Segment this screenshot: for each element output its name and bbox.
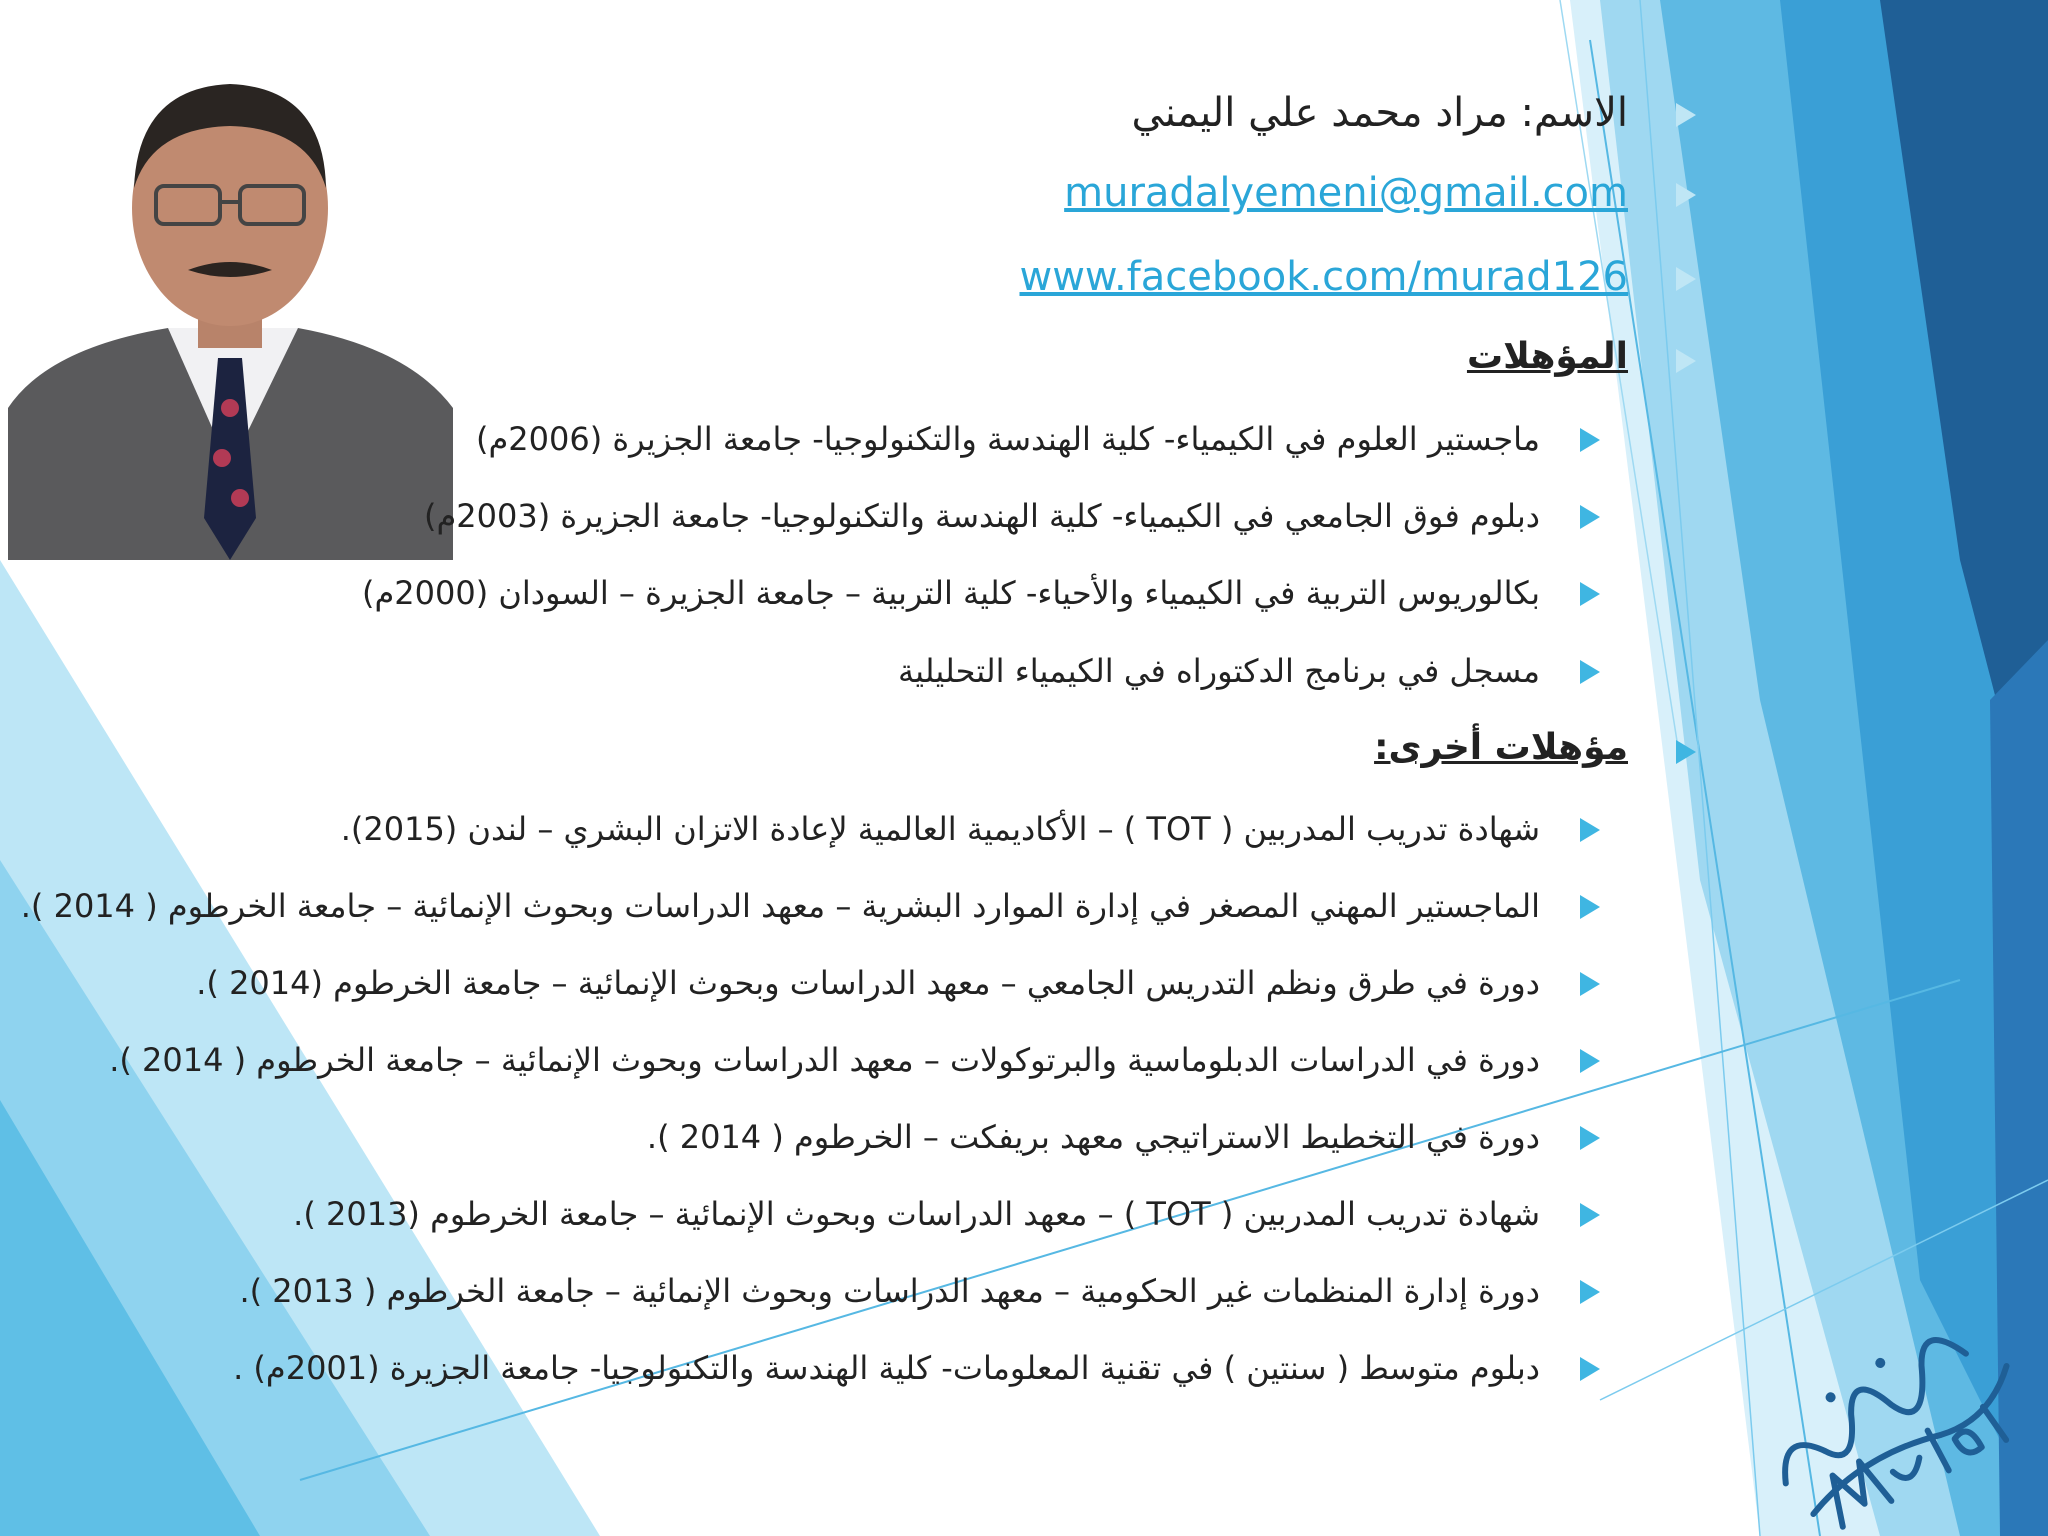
other-qualifications-heading: مؤهلات أخرى: [1374,727,1628,768]
bullet-icon [1580,1357,1600,1381]
other-qualification-item: شهادة تدريب المدربين ( TOT ) – معهد الدراسات وبحوث الإنمائية – جامعة الخرطوم (2013 ). [293,1195,1540,1233]
qualification-item: بكالوريوس التربية في الكيمياء والأحياء- كلية التربية – جامعة الجزيرة – السودان (2000م) [362,574,1540,612]
name-line: الاسم: مراد محمد علي اليمني [1131,90,1628,136]
bullet-icon [1676,103,1696,127]
other-qualification-item: دورة إدارة المنظمات غير الحكومية – معهد الدراسات وبحوث الإنمائية – جامعة الخرطوم ( 2013 ). [239,1272,1540,1310]
bullet-icon [1580,895,1600,919]
bullet-icon [1580,818,1600,842]
other-qualification-item: دبلوم متوسط ( سنتين ) في تقنية المعلومات- كلية الهندسة والتكنولوجيا- جامعة الجزيرة (2001م) . [233,1349,1540,1387]
bullet-icon [1580,582,1600,606]
signature-logo [1720,1280,2040,1530]
portrait-photo [8,48,453,560]
qualification-item: ماجستير العلوم في الكيمياء- كلية الهندسة والتكنولوجيا- جامعة الجزيرة (2006م) [475,420,1540,458]
bullet-icon [1580,660,1600,684]
bullet-icon [1580,1280,1600,1304]
other-qualification-item: دورة في طرق ونظم التدريس الجامعي – معهد الدراسات وبحوث الإنمائية – جامعة الخرطوم (2014 ). [196,964,1540,1002]
bullet-icon [1580,428,1600,452]
portrait-illustration [8,48,453,560]
email-link[interactable]: muradalyemeni@gmail.com [1064,170,1628,216]
bullet-icon [1580,1126,1600,1150]
bullet-icon [1580,1203,1600,1227]
bullet-icon [1676,183,1696,207]
qualification-item: مسجل في برنامج الدكتوراه في الكيمياء التحليلية [897,652,1540,690]
other-qualification-item: دورة في الدراسات الدبلوماسية والبرتوكولات – معهد الدراسات وبحوث الإنمائية – جامعة الخرطوم ( 2014 ). [109,1041,1540,1079]
bullet-icon [1580,972,1600,996]
bullet-icon [1676,349,1696,373]
bullet-icon [1580,1049,1600,1073]
bullet-icon [1676,267,1696,291]
bullet-icon [1580,505,1600,529]
other-qualification-item: دورة في التخطيط الاستراتيجي معهد بريفكت – الخرطوم ( 2014 ). [646,1118,1540,1156]
bullet-icon [1676,740,1696,764]
facebook-link[interactable]: www.facebook.com/murad126 [1019,254,1628,300]
qualifications-heading: المؤهلات [1466,336,1628,377]
other-qualification-item: شهادة تدريب المدربين ( TOT ) – الأكاديمية العالمية لإعادة الاتزان البشري – لندن (2015). [340,810,1540,848]
other-qualification-item: الماجستير المهني المصغر في إدارة الموارد البشرية – معهد الدراسات وبحوث الإنمائية – جامعة الخرطوم ( 2014 ). [20,887,1540,925]
qualification-item: دبلوم فوق الجامعي في الكيمياء- كلية الهندسة والتكنولوجيا- جامعة الجزيرة (2003م) [423,497,1540,535]
